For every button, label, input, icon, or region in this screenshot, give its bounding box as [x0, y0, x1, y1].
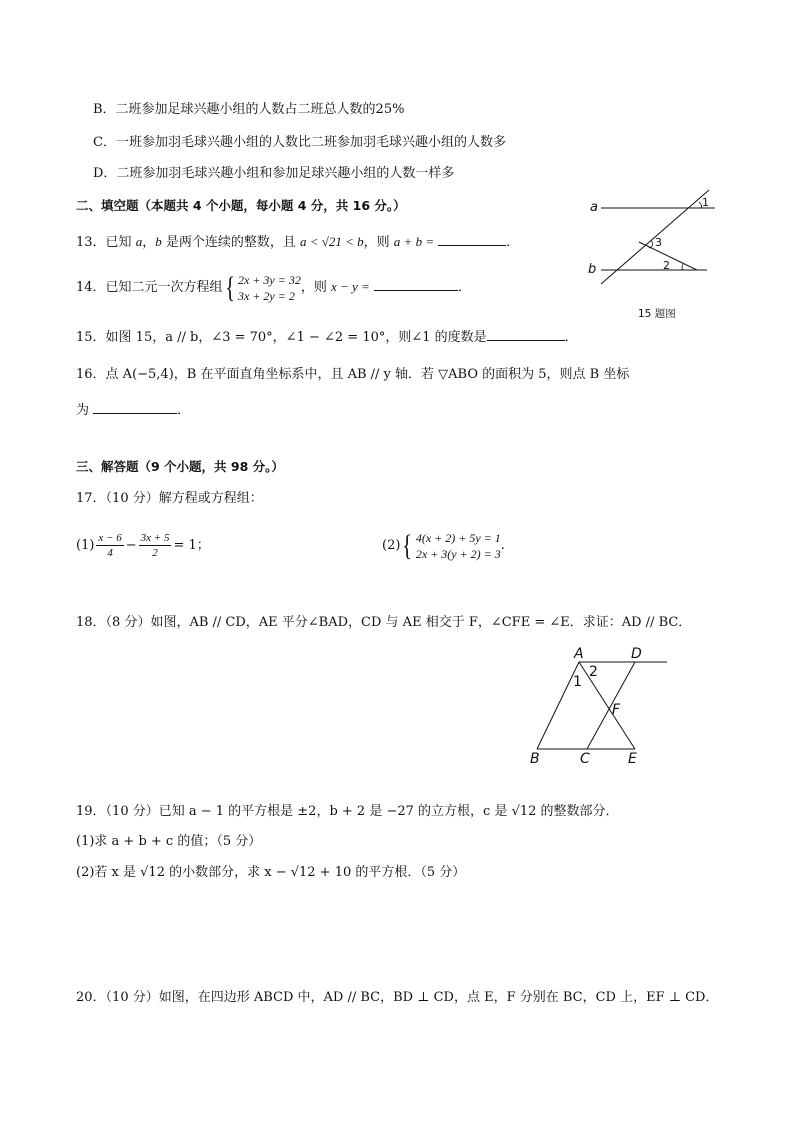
q14-equation-system	[223, 272, 301, 304]
q15-num: 15．	[76, 330, 106, 345]
question-17-title: 17．（10 分）解方程或方程组：	[76, 491, 263, 506]
fig15-label-b: b	[588, 262, 597, 277]
q13-answer-blank[interactable]	[438, 233, 506, 246]
q17-eq1: 4(x + 2) + 5y = 1	[415, 530, 501, 545]
fig15-label-a: a	[590, 200, 598, 215]
fig18-label-b: B	[530, 751, 540, 767]
angle-2-arc	[682, 264, 683, 270]
q16-line1: 点 A(−5,4)，B 在平面直角坐标系中，且 AB // y 轴．若 ▽ABO 的面积为 5，则点 B 坐标	[105, 367, 630, 382]
q13-comma: ，	[142, 235, 156, 250]
question-19-title: 19．（10 分）已知 a − 1 的平方根是 ±2，b + 2 是 −27 的立方根，c 是 √12 的整数部分．	[76, 804, 619, 819]
q13-text-a: 已知	[105, 235, 136, 250]
q14-answer-blank[interactable]	[374, 278, 458, 291]
q14-eq2: 3x + 2y = 2	[237, 288, 295, 303]
question-17-part-1	[76, 528, 210, 564]
question-20-title: 20．（10 分）如图，在四边形 ABCD 中，AD // BC，BD ⊥ CD，点 E，F 分别在 BC，CD 上，EF ⊥ CD．	[76, 990, 719, 1005]
q16-end: ．	[177, 403, 191, 418]
q14-end: ．	[457, 280, 471, 295]
q13-var-a: a	[135, 234, 143, 249]
q15-answer-blank[interactable]	[487, 328, 565, 341]
fig18-label-e: E	[628, 751, 637, 767]
q17-frac1-denominator: 4	[107, 547, 113, 559]
q13-end: ．	[506, 235, 520, 250]
fig18-angle-2: 2	[589, 664, 598, 680]
q17-eq2: 2x + 3(y + 2) = 3	[415, 546, 501, 561]
section-3-heading: 三、解答题（9 个小题，共 98 分。）	[76, 459, 284, 474]
q14-text-a: 已知二元一次方程组	[105, 280, 223, 295]
q17-p1-label: (1)	[76, 538, 95, 553]
question-17-part-2	[382, 528, 505, 564]
q16-line2: 为	[76, 403, 90, 418]
question-16	[76, 366, 629, 384]
fig15-caption: 15 题图	[638, 308, 676, 320]
question-15	[76, 328, 578, 347]
question-18-title: 18．（8 分）如图，AB // CD，AE 平分∠BAD，CD 与 AE 相交于 F，∠CFE = ∠E．求证：AD // BC．	[76, 615, 692, 630]
q17-equation-system	[400, 530, 500, 562]
brace-icon: {	[402, 528, 413, 562]
q17-frac2-numerator: 3x + 5	[140, 532, 170, 544]
q17-p2-end: .	[500, 538, 505, 553]
q17-fraction-2	[139, 531, 172, 560]
q14-expr: x − y =	[330, 279, 370, 294]
figure-18	[525, 645, 685, 770]
fig15-angle-3: 3	[655, 236, 662, 249]
q17-minus: −	[125, 538, 137, 553]
q13-var-b: b	[155, 234, 162, 249]
fig18-label-c: C	[580, 751, 590, 767]
option-d: D．二班参加羽毛球兴趣小组和参加足球兴趣小组的人数一样多	[93, 166, 455, 181]
question-19-part-1: (1)求 a + b + c 的值；（5 分）	[76, 834, 262, 849]
q13-text-c: ，则	[363, 235, 394, 250]
fig15-angle-2: 2	[663, 259, 670, 272]
q17-p2-label: (2)	[382, 538, 401, 553]
fig18-label-a: A	[574, 646, 584, 662]
section-2-heading: 二、填空题（本题共 4 个小题，每小题 4 分，共 16 分。）	[76, 198, 406, 213]
q17-fraction-1	[96, 531, 123, 560]
q16-answer-blank[interactable]	[93, 401, 177, 414]
option-b: B．二班参加足球兴趣小组的人数占二班总人数的25%	[93, 102, 405, 117]
option-c: C．一班参加羽毛球兴趣小组的人数比二班参加羽毛球兴趣小组的人数多	[93, 135, 506, 150]
fig18-label-d: D	[631, 646, 642, 662]
q17-rhs: = 1；	[173, 538, 210, 553]
question-16-line2	[76, 401, 190, 420]
q17-frac1-numerator: x − 6	[98, 532, 122, 544]
q14-num: 14．	[76, 280, 106, 295]
q15-text: 如图 15，a // b，∠3 = 70°，∠1 − ∠2 = 10°，则∠1 的度数是	[105, 330, 487, 345]
q13-inequality: a < √21 < b	[299, 234, 364, 249]
q15-end: ．	[564, 330, 578, 345]
line-ae	[579, 662, 635, 749]
q16-num: 16．	[76, 367, 106, 382]
brace-icon: {	[224, 270, 235, 304]
question-14	[76, 269, 471, 306]
q14-eq1: 2x + 3y = 32	[237, 272, 301, 287]
q14-text-b: ，则	[300, 280, 331, 295]
question-13	[76, 233, 519, 252]
q13-text-b: 是两个连续的整数，且	[161, 235, 300, 250]
q13-sum: a + b =	[393, 234, 435, 249]
q17-frac2-denominator: 2	[152, 547, 158, 559]
fig15-angle-1: 1	[702, 196, 709, 209]
fig18-angle-1: 1	[573, 674, 582, 690]
question-19-part-2: (2)若 x 是 √12 的小数部分，求 x − √12 + 10 的平方根．（5 分）	[76, 865, 466, 880]
fig18-label-f: F	[612, 702, 621, 718]
q13-num: 13．	[76, 235, 106, 250]
